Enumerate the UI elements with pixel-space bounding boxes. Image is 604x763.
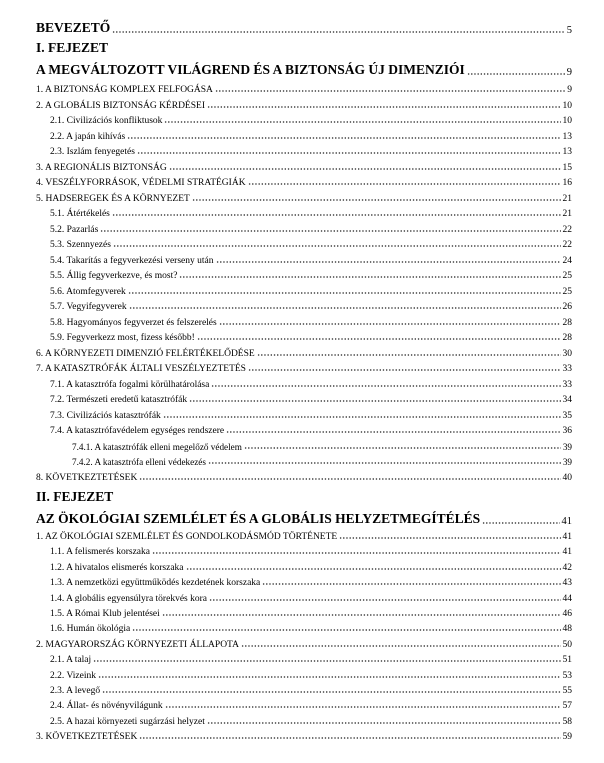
dot-leader — [179, 276, 560, 278]
toc-entry[interactable] — [36, 468, 572, 483]
dot-leader — [339, 537, 560, 539]
toc-entry-page: 13 — [562, 131, 572, 142]
dot-leader — [208, 462, 561, 464]
toc-entry-page: 28 — [562, 333, 572, 343]
toc-entry-title: 5.6. Atomfegyverek — [50, 286, 126, 297]
dot-leader — [244, 447, 561, 449]
dot-leader — [257, 354, 561, 356]
toc-entry-title: 7.4. A katasztrófavédelem egységes rendszere — [50, 426, 225, 436]
chapter2-title: AZ ÖKOLÓGIAI SZEMLÉLET ÉS A GLOBÁLIS HELYZETMEGÍTÉLÉS — [36, 511, 481, 526]
toc-entry-title: 2.3. Iszlám fenyegetés — [50, 147, 135, 157]
toc-entry-title: 5. HADSEREGEK ÉS A KÖRNYEZET — [36, 193, 190, 204]
chapter1-heading[interactable] — [36, 60, 572, 78]
dot-leader — [219, 323, 561, 325]
toc-entry-title: 7.3. Civilizációs katasztrófák — [50, 410, 161, 421]
toc-entry[interactable] — [50, 650, 572, 665]
toc-entry-page: 30 — [562, 348, 572, 359]
toc-entry[interactable] — [50, 666, 572, 681]
dot-leader — [215, 90, 565, 92]
toc-entry-title: 2.3. A levegő — [50, 686, 101, 696]
toc-entry-title: 3. KÖVETKEZTETÉSEK — [36, 732, 138, 743]
toc-entry-page: 36 — [562, 426, 572, 436]
dot-leader — [100, 230, 560, 232]
toc-entry[interactable] — [36, 344, 572, 359]
toc-entry-page: 55 — [562, 686, 572, 696]
toc-entry-title: 5.7. Vegyifegyverek — [50, 302, 127, 312]
toc-entry-page: 13 — [562, 147, 572, 157]
toc-entry-page: 58 — [562, 716, 572, 727]
dot-leader — [226, 431, 560, 433]
toc-entry-title: 1. AZ ÖKOLÓGIAI SZEMLÉLET ÉS GONDOLKODÁSMÓD TÖRTÉNETE — [36, 532, 338, 542]
toc-entry[interactable] — [50, 235, 572, 250]
toc-entry-title: 2.1. A talaj — [50, 655, 92, 666]
toc-entry-page: 43 — [562, 578, 572, 589]
toc-entry-page: 46 — [562, 609, 572, 619]
toc-entry-page: 39 — [562, 441, 572, 452]
toc-entry-title: 2. MAGYARORSZÁG KÖRNYEZETI ÁLLAPOTA — [36, 639, 239, 650]
dot-leader — [467, 73, 565, 75]
toc-entry[interactable] — [50, 204, 572, 219]
toc-entry-page: 41 — [562, 547, 572, 558]
dot-leader — [165, 706, 561, 708]
toc-entry[interactable] — [50, 142, 572, 157]
toc-intro-title: BEVEZETŐ — [36, 20, 111, 35]
dot-leader — [137, 152, 561, 154]
dot-leader — [192, 199, 561, 201]
toc-entry-page: 16 — [562, 178, 572, 188]
toc-entry-page: 26 — [562, 302, 572, 312]
toc-entry-page: 33 — [562, 379, 572, 390]
toc-entry-page: 15 — [562, 162, 572, 173]
dot-leader — [482, 522, 559, 524]
chapter1-label: I. FEJEZET — [36, 40, 109, 55]
toc-entry-title: 3. A REGIONÁLIS BIZTONSÁG — [36, 162, 167, 173]
dot-leader — [127, 137, 560, 139]
toc-entry[interactable] — [50, 127, 572, 142]
toc-entry-page: 22 — [562, 240, 572, 250]
toc-entry[interactable] — [50, 111, 572, 126]
dot-leader — [169, 168, 561, 170]
toc-entry-page: 33 — [562, 364, 572, 374]
dot-leader — [139, 737, 560, 739]
dot-leader — [163, 416, 561, 418]
toc-entry[interactable] — [50, 573, 572, 588]
toc-entry-page: 53 — [562, 670, 572, 681]
dot-leader — [102, 691, 560, 693]
toc-entry[interactable] — [36, 727, 572, 742]
dot-leader — [112, 214, 561, 216]
dot-leader — [209, 599, 561, 601]
toc-entry[interactable] — [50, 297, 572, 312]
toc-entry-page: 10 — [562, 116, 572, 126]
toc-entry-title: 5.5. Állig fegyverkezve, és most? — [50, 271, 178, 281]
toc-entry[interactable] — [50, 421, 572, 436]
toc-entry-page: 40 — [562, 472, 572, 483]
toc-entry-title: 7.1. A katasztrófa fogalmi körülhatárolása — [50, 379, 210, 390]
toc-entry-page: 57 — [562, 701, 572, 712]
dot-leader — [248, 183, 561, 185]
toc-entry-title: 5.8. Hagyományos fegyverzet és felszerelés — [50, 317, 217, 328]
toc-entry-page: 50 — [562, 639, 572, 650]
toc-entry-title: 7.4.1. A katasztrófák elleni megelőző védelem — [72, 441, 242, 452]
dot-leader — [128, 292, 561, 294]
toc-entry-page: 41 — [562, 532, 572, 542]
dot-leader — [248, 369, 561, 371]
toc-entry[interactable] — [36, 635, 572, 650]
chapter1-title: A MEGVÁLTOZOTT VILÁGREND ÉS A BIZTONSÁG ÚJ DIMENZIÓI — [36, 62, 465, 77]
toc-entry-page: 42 — [562, 562, 572, 573]
dot-leader — [112, 31, 564, 33]
toc-entry[interactable] — [50, 696, 572, 711]
toc-entry-title: 1.2. A hivatalos elismerés korszaka — [50, 562, 184, 573]
toc-entry[interactable] — [50, 681, 572, 696]
toc-entry[interactable] — [36, 158, 572, 173]
toc-entry-page: 34 — [562, 395, 572, 405]
dot-leader — [93, 660, 560, 662]
toc-entry-page: 59 — [562, 732, 572, 743]
toc-entry[interactable] — [50, 619, 572, 634]
toc-entry-title: 1.5. A Római Klub jelentései — [50, 609, 160, 619]
toc-entry-title: 5.3. Szennyezés — [50, 240, 111, 250]
toc-entry[interactable] — [50, 542, 572, 557]
toc-entry-title: 5.2. Pazarlás — [50, 224, 99, 235]
dot-leader — [132, 629, 560, 631]
toc-entry[interactable] — [72, 452, 572, 467]
toc-entry-page: 48 — [562, 624, 572, 635]
toc-entry[interactable] — [50, 558, 572, 573]
toc-entry-title: 1.4. A globális egyensúlyra törekvés kora — [50, 593, 207, 604]
chapter2-page: 41 — [561, 516, 572, 527]
toc-entry[interactable] — [50, 328, 572, 343]
dot-leader — [129, 307, 561, 309]
dot-leader — [211, 385, 560, 387]
toc-entry-title: 7.2. Természeti eredetű katasztrófák — [50, 395, 188, 405]
toc-entry-title: 2.5. A hazai környezeti sugárzási helyzet — [50, 716, 205, 727]
toc-entry-page: 24 — [562, 255, 572, 266]
chapter2-label: II. FEJEZET — [36, 489, 114, 504]
dot-leader — [164, 121, 560, 123]
toc-entry-page: 22 — [562, 224, 572, 235]
dot-leader — [189, 400, 560, 402]
toc-entry-page: 25 — [562, 286, 572, 297]
toc-entry-page: 9 — [567, 85, 572, 95]
toc-entry-title: 4. VESZÉLYFORRÁSOK, VÉDELMI STRATÉGIÁK — [36, 178, 246, 188]
toc-entry-page: 35 — [562, 410, 572, 421]
dot-leader — [207, 722, 561, 724]
toc-entry-title: 5.9. Fegyverkezz most, fizess később! — [50, 333, 195, 343]
dot-leader — [241, 645, 561, 647]
toc-entry-page: 25 — [562, 271, 572, 281]
toc-entry[interactable] — [50, 604, 572, 619]
toc-entry-title: 2.2. Vizeink — [50, 670, 96, 681]
toc-entry-title: 7. A KATASZTRÓFÁK ÁLTALI VESZÉLYEZTETÉS — [36, 364, 246, 374]
toc-entry-page: 10 — [562, 100, 572, 111]
toc-entry[interactable] — [36, 527, 572, 542]
toc-entry-title: 7.4.2. A katasztrófa elleni védekezés — [72, 457, 206, 467]
toc-entry[interactable] — [50, 266, 572, 281]
toc-entry[interactable] — [36, 359, 572, 374]
toc-intro[interactable] — [36, 18, 572, 36]
toc-entry[interactable] — [50, 220, 572, 235]
toc-entry[interactable] — [50, 251, 572, 266]
dot-leader — [207, 106, 561, 108]
toc-entry-title: 1.1. A felismerés korszaka — [50, 547, 150, 558]
toc-entry[interactable] — [50, 375, 572, 390]
dot-leader — [162, 614, 561, 616]
dot-leader — [186, 568, 561, 570]
toc-entry[interactable] — [36, 173, 572, 188]
toc-entry-page: 21 — [562, 209, 572, 219]
toc-entry-page: 51 — [562, 655, 572, 666]
toc-entry[interactable] — [50, 282, 572, 297]
toc-entry-page: 28 — [562, 317, 572, 328]
dot-leader — [98, 676, 561, 678]
dot-leader — [262, 583, 560, 585]
toc-entry-title: 5.1. Átértékelés — [50, 209, 110, 219]
chapter2-heading[interactable] — [36, 509, 572, 527]
toc-entry-title: 8. KÖVETKEZTETÉSEK — [36, 472, 138, 483]
toc-entry-title: 1.3. A nemzetközi együttműködés kezdetének korszaka — [50, 578, 261, 589]
toc-entry-title: 5.4. Takarítás a fegyverkezési verseny után — [50, 255, 214, 266]
dot-leader — [113, 245, 561, 247]
dot-leader — [139, 478, 560, 480]
toc-entry[interactable] — [36, 189, 572, 204]
toc-entry[interactable] — [36, 80, 572, 95]
toc-entry-title: 6. A KÖRNYEZETI DIMENZIÓ FELÉRTÉKELŐDÉSE — [36, 348, 255, 359]
toc-entry-title: 2.2. A japán kihívás — [50, 131, 126, 142]
toc-entry-title: 2. A GLOBÁLIS BIZTONSÁG KÉRDÉSEI — [36, 100, 205, 111]
toc-entry[interactable] — [50, 390, 572, 405]
toc-entry[interactable] — [36, 96, 572, 111]
toc-entry[interactable] — [50, 589, 572, 604]
toc-entry[interactable] — [50, 406, 572, 421]
toc-entry-page: 21 — [562, 193, 572, 204]
toc-entry-title: 1. A BIZTONSÁG KOMPLEX FELFOGÁSA — [36, 85, 213, 95]
toc-entry[interactable] — [50, 712, 572, 727]
toc-entry-title: 2.1. Civilizációs konfliktusok — [50, 116, 163, 126]
chapter1-page: 9 — [566, 67, 572, 78]
toc-entry-title: 2.4. Állat- és növényvilágunk — [50, 701, 163, 712]
toc-entry[interactable] — [50, 313, 572, 328]
toc-entry-page: 39 — [562, 457, 572, 467]
toc-intro-page: 5 — [566, 25, 572, 36]
dot-leader — [197, 338, 561, 340]
toc-entry-title: 1.6. Humán ökológia — [50, 624, 131, 635]
dot-leader — [152, 552, 561, 554]
toc-entry-page: 44 — [562, 593, 572, 604]
dot-leader — [216, 261, 561, 263]
toc-entry[interactable] — [72, 437, 572, 452]
